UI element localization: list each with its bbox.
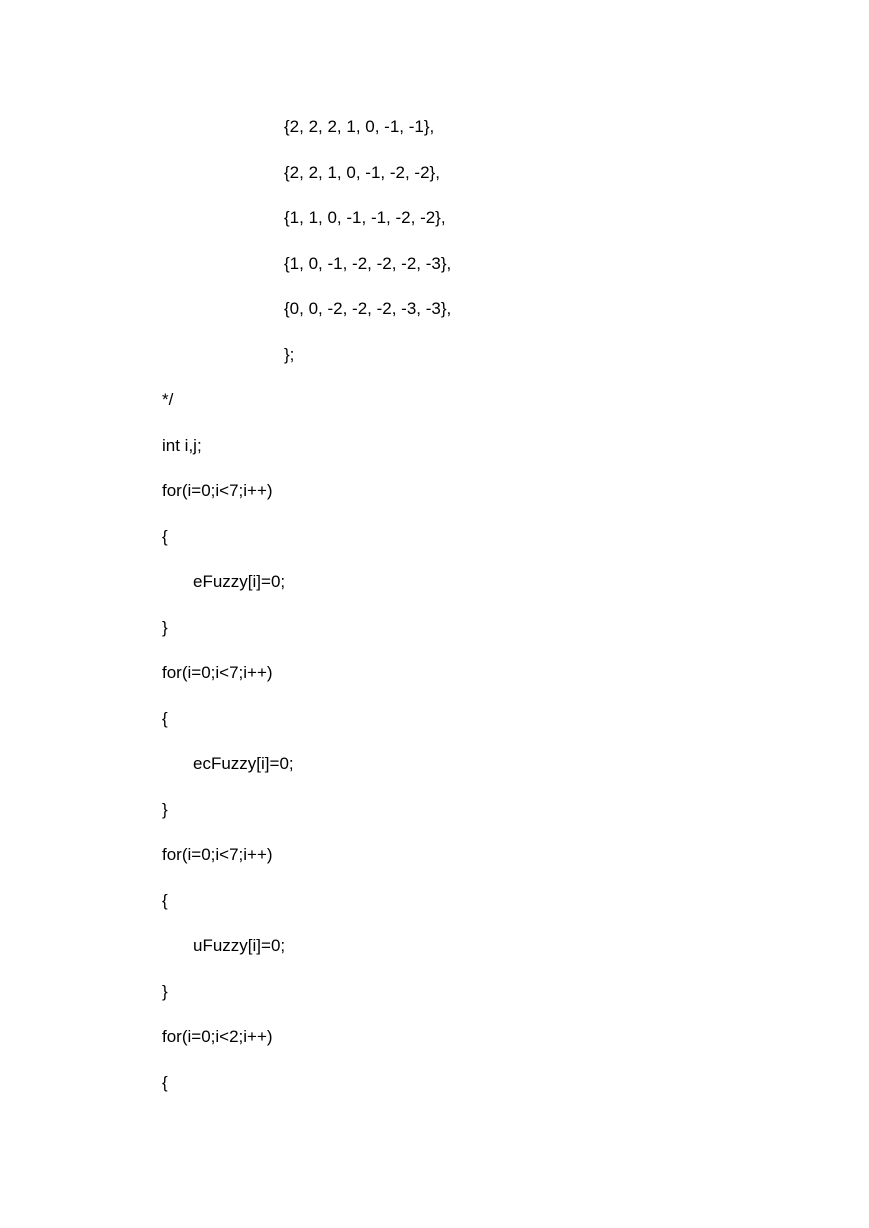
- code-line: for(i=0;i<7;i++): [162, 663, 273, 682]
- code-line: {1, 1, 0, -1, -1, -2, -2},: [284, 208, 446, 227]
- code-line: for(i=0;i<7;i++): [162, 481, 273, 500]
- code-line: };: [284, 345, 295, 364]
- code-line: {1, 0, -1, -2, -2, -2, -3},: [284, 254, 452, 273]
- code-line: {: [162, 891, 168, 910]
- code-line: }: [162, 982, 168, 1001]
- code-line: int i,j;: [162, 436, 202, 455]
- code-line: {0, 0, -2, -2, -2, -3, -3},: [284, 299, 452, 318]
- code-line: }: [162, 800, 168, 819]
- code-line: for(i=0;i<7;i++): [162, 845, 273, 864]
- code-line: {: [162, 1073, 168, 1092]
- code-line: {: [162, 709, 168, 728]
- code-line: eFuzzy[i]=0;: [193, 572, 286, 591]
- code-line: {2, 2, 2, 1, 0, -1, -1},: [284, 117, 435, 136]
- code-line: }: [162, 618, 168, 637]
- code-line: ecFuzzy[i]=0;: [193, 754, 294, 773]
- code-line: uFuzzy[i]=0;: [193, 936, 286, 955]
- code-line: */: [162, 390, 174, 409]
- code-line: {2, 2, 1, 0, -1, -2, -2},: [284, 163, 440, 182]
- code-line: for(i=0;i<2;i++): [162, 1027, 273, 1046]
- code-line: {: [162, 527, 168, 546]
